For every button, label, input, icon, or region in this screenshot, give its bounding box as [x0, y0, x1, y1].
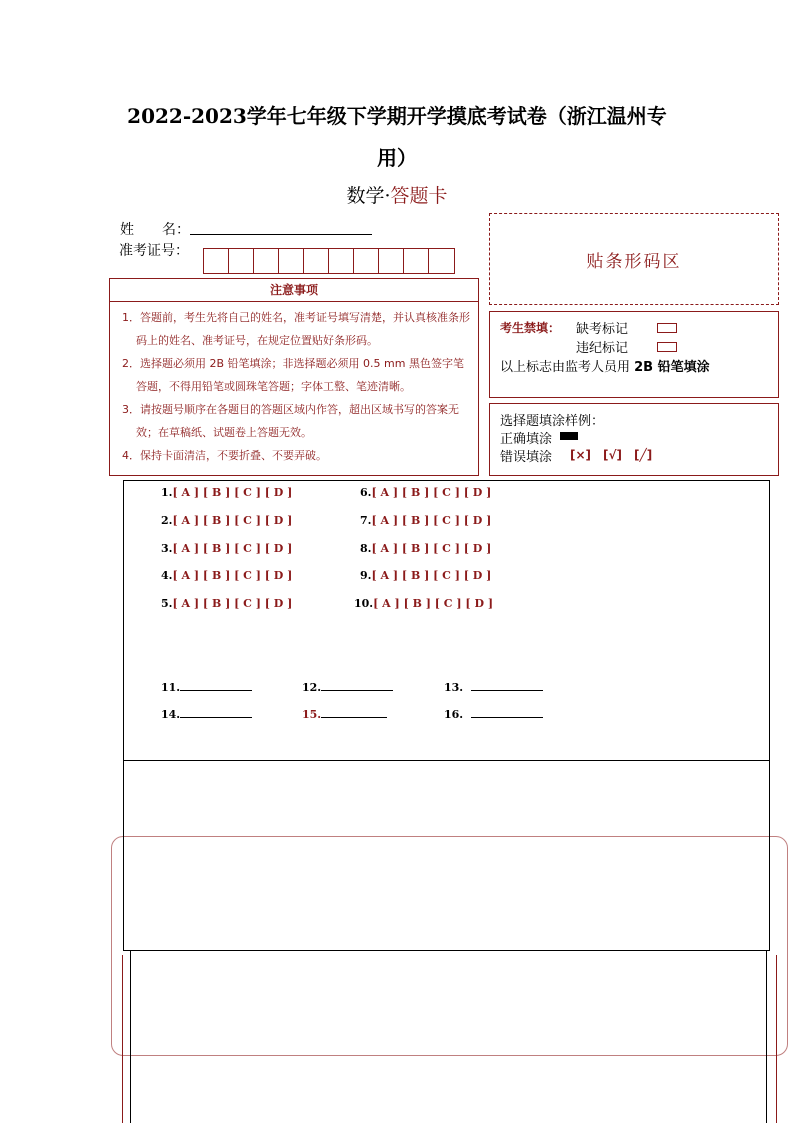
question-number: 2. [161, 514, 173, 527]
exam-title-line2: 用） [377, 146, 417, 170]
notice-item: 2．选择题必须用 2B 铅笔填涂；非选择题必须用 0.5 mm 黑色签字笔答题，不得用铅笔或圆珠笔答题；字体工整、笔迹清晰。 [122, 357, 464, 393]
absent-label: 缺考标记 [576, 322, 629, 337]
question-number: 10. [354, 597, 374, 610]
choice-row [360, 486, 491, 499]
blank-line[interactable] [321, 680, 393, 691]
answer-area-lower[interactable] [123, 761, 770, 951]
choice-options[interactable]: [ A ] [ B ] [ C ] [ D ] [373, 597, 494, 610]
barcode-label: 贴条形码区 [586, 251, 682, 272]
question-number: 7. [360, 514, 372, 527]
forbidden-label: 考生禁填： [500, 321, 561, 335]
blank-line[interactable] [180, 707, 252, 718]
id-label: 准考证号： [119, 243, 189, 259]
id-digit-box[interactable] [379, 249, 404, 273]
choice-options[interactable]: [ A ] [ B ] [ C ] [ D ] [371, 486, 492, 499]
id-digit-box[interactable] [304, 249, 329, 273]
question-number: 1. [161, 486, 173, 499]
question-number: 6. [360, 486, 372, 499]
fill-blank [444, 707, 543, 721]
blank-line[interactable] [471, 680, 543, 691]
blank-line[interactable] [471, 707, 543, 718]
question-number: 8. [360, 542, 372, 555]
fill-blank [302, 680, 393, 694]
id-digit-box[interactable] [429, 249, 454, 273]
forbidden-note-bold: 2B 铅笔填涂 [634, 360, 710, 375]
subject-label: 数学· [346, 185, 391, 207]
page-subtitle [0, 181, 794, 208]
notice-heading: 注意事项 [110, 279, 478, 302]
choice-row [161, 542, 292, 555]
choice-row [161, 597, 292, 610]
frame-line [776, 955, 777, 1123]
id-boxes [203, 248, 455, 274]
frame-line [766, 951, 767, 1123]
choice-options[interactable]: [ A ] [ B ] [ C ] [ D ] [172, 542, 293, 555]
fill-blank [444, 680, 543, 694]
answer-area [123, 480, 770, 761]
question-number: 12. [302, 681, 322, 694]
id-digit-box[interactable] [254, 249, 279, 273]
frame-line [130, 951, 131, 1123]
choice-options[interactable]: [ A ] [ B ] [ C ] [ D ] [371, 542, 492, 555]
violation-label: 违纪标记 [576, 341, 629, 356]
choice-row [360, 569, 491, 582]
wrong-label: 错误填涂 [500, 450, 553, 465]
card-label: 答题卡 [390, 185, 448, 207]
question-number: 9. [360, 569, 372, 582]
exam-title-line1: 2022-2023学年七年级下学期开学摸底考试卷（浙江温州专 [127, 104, 667, 128]
fill-blank [302, 707, 387, 721]
sample-box [489, 403, 779, 476]
question-number: 16. [444, 708, 464, 721]
choice-options[interactable]: [ A ] [ B ] [ C ] [ D ] [172, 569, 293, 582]
forbidden-box [489, 311, 779, 398]
notice-box [109, 278, 479, 476]
barcode-area [489, 213, 779, 305]
question-number: 11. [161, 681, 181, 694]
choice-row [161, 569, 292, 582]
wrong-marks: [×] [√] [╱] [570, 448, 653, 462]
violation-mark-box[interactable] [657, 342, 677, 352]
choice-row [360, 514, 491, 527]
id-digit-box[interactable] [329, 249, 354, 273]
blank-line[interactable] [180, 680, 252, 691]
choice-options[interactable]: [ A ] [ B ] [ C ] [ D ] [371, 514, 492, 527]
fill-blank [161, 707, 252, 721]
frame-line [122, 955, 123, 1123]
name-field[interactable] [190, 233, 372, 235]
forbidden-note [500, 356, 710, 375]
choice-options[interactable]: [ A ] [ B ] [ C ] [ D ] [371, 569, 492, 582]
absent-mark-box[interactable] [657, 323, 677, 333]
choice-row [360, 542, 491, 555]
notice-item: 3．请按题号顺序在各题目的答题区域内作答，超出区域书写的答案无效；在草稿纸、试题卷上答题无效。 [122, 403, 459, 439]
choice-options[interactable]: [ A ] [ B ] [ C ] [ D ] [172, 486, 293, 499]
choice-options[interactable]: [ A ] [ B ] [ C ] [ D ] [172, 597, 293, 610]
question-number: 4. [161, 569, 173, 582]
correct-fill-sample [560, 432, 578, 440]
sample-title: 选择题填涂样例： [500, 414, 605, 429]
name-label: 姓 名： [120, 222, 190, 238]
choice-row [354, 597, 493, 610]
fill-blank [161, 680, 252, 694]
notice-item: 4．保持卡面清洁，不要折叠、不要弄破。 [122, 449, 327, 462]
choice-row [161, 486, 292, 499]
forbidden-note-prefix: 以上标志由监考人员用 [500, 360, 635, 375]
question-number: 13. [444, 681, 464, 694]
choice-row [161, 514, 292, 527]
notice-item: 1．答题前，考生先将自己的姓名，准考证号填写清楚，并认真核准条形码上的姓名、准考证号，在规定位置贴好条形码。 [122, 311, 470, 347]
question-number: 5. [161, 597, 173, 610]
blank-line[interactable] [321, 707, 387, 718]
choice-options[interactable]: [ A ] [ B ] [ C ] [ D ] [172, 514, 293, 527]
correct-label: 正确填涂 [500, 432, 553, 447]
id-digit-box[interactable] [354, 249, 379, 273]
id-digit-box[interactable] [279, 249, 304, 273]
id-digit-box[interactable] [404, 249, 429, 273]
id-digit-box[interactable] [229, 249, 254, 273]
id-digit-box[interactable] [204, 249, 229, 273]
question-number: 14. [161, 708, 181, 721]
question-number: 15. [302, 708, 322, 721]
question-number: 3. [161, 542, 173, 555]
